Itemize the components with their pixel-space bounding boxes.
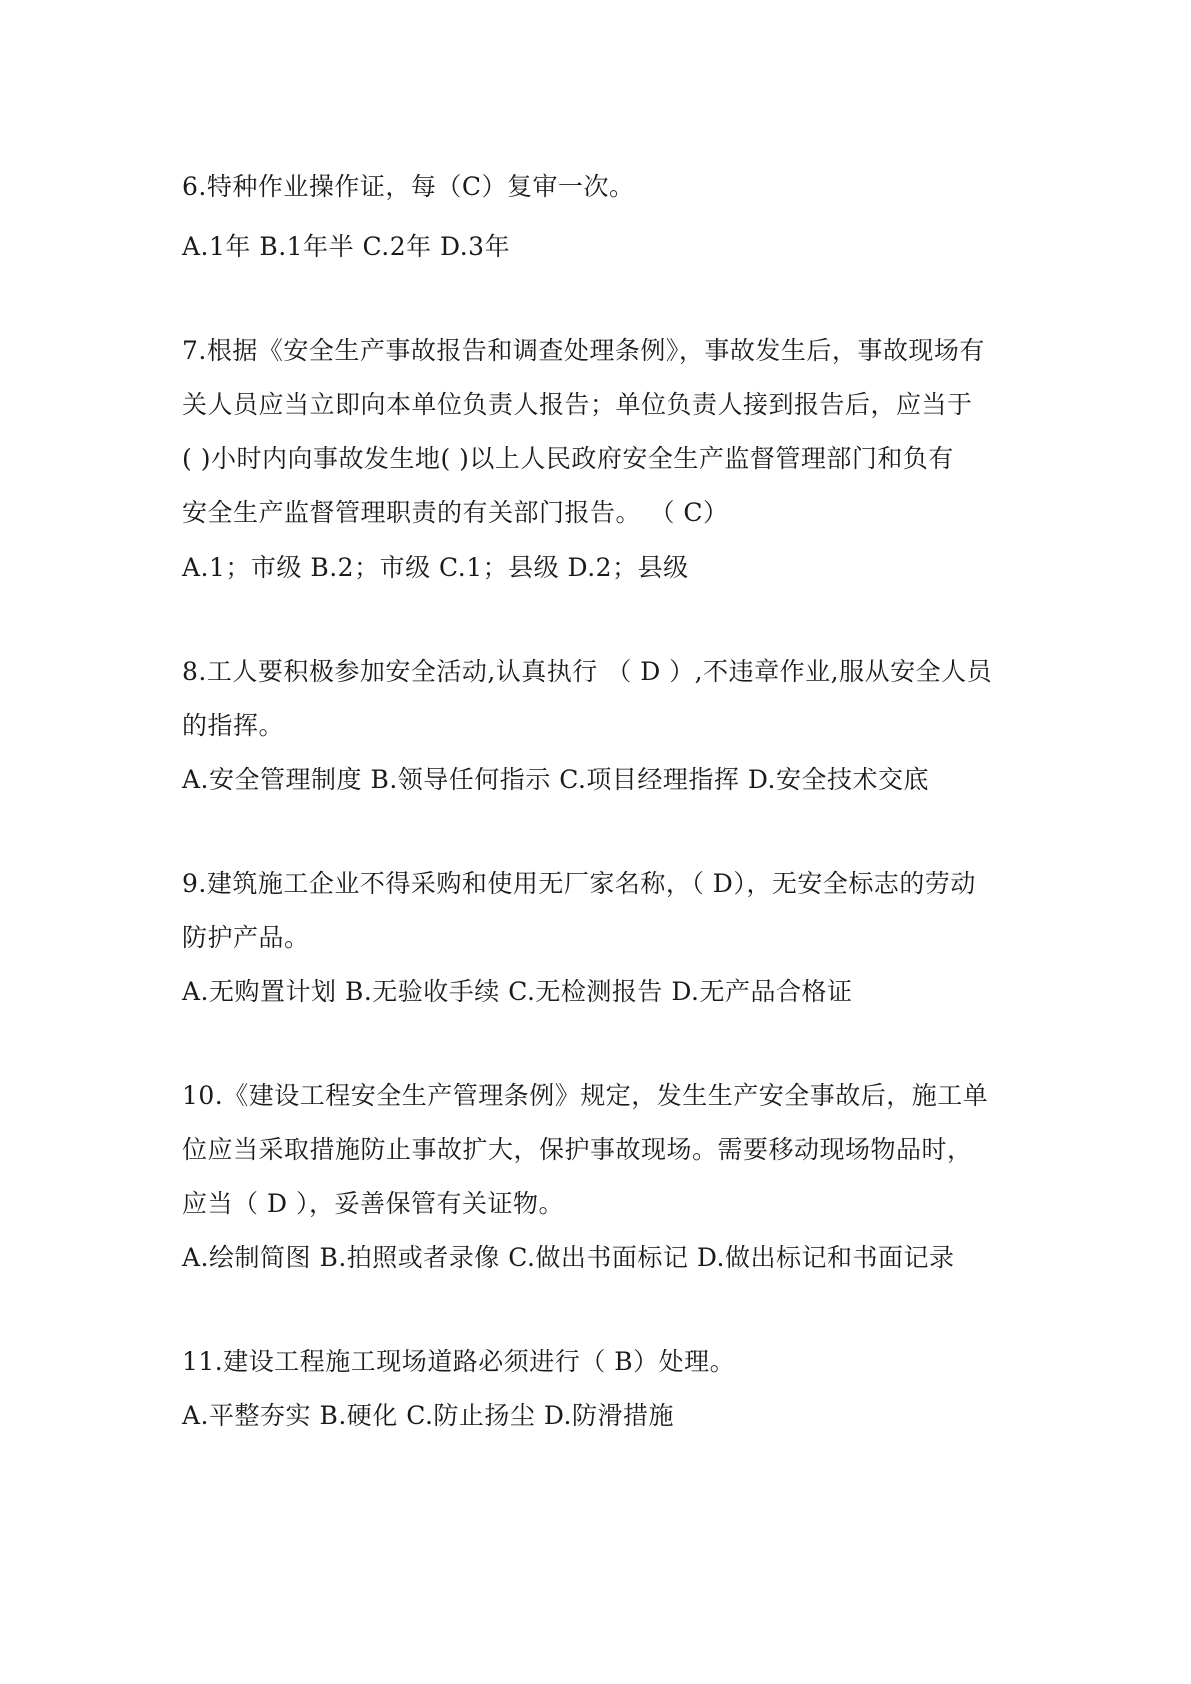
question-11-options: A.平整夯实 B.硬化 C.防止扬尘 D.防滑措施 (182, 1401, 674, 1430)
question-9-stem-line-2: 防护产品。 (182, 923, 310, 952)
question-7-stem-line-3: ( )小时内向事故发生地( )以上人民政府安全生产监督管理部门和负有 (182, 444, 954, 473)
question-9-stem-line-1: 9.建筑施工企业不得采购和使用无厂家名称，（ D），无安全标志的劳动 (182, 869, 976, 898)
question-10-stem-line-2: 位应当采取措施防止事故扩大，保护事故现场。需要移动现场物品时， (182, 1135, 973, 1164)
question-8-options: A.安全管理制度 B.领导任何指示 C.项目经理指挥 D.安全技术交底 (182, 765, 929, 794)
question-10-stem-line-3: 应当（ D ），妥善保管有关证物。 (182, 1189, 564, 1218)
question-6-options: A.1年 B.1年半 C.2年 D.3年 (182, 232, 511, 261)
question-10-stem-line-1: 10.《建设工程安全生产管理条例》规定，发生生产安全事故后，施工单 (182, 1081, 989, 1110)
question-10-options: A.绘制简图 B.拍照或者录像 C.做出书面标记 D.做出标记和书面记录 (182, 1243, 955, 1272)
question-8-stem-line-1: 8.工人要积极参加安全活动,认真执行 （ D ）,不违章作业,服从安全人员 (182, 657, 993, 686)
question-6-stem-line-1: 6.特种作业操作证，每（C）复审一次。 (182, 172, 635, 201)
question-11-stem-line-1: 11.建设工程施工现场道路必须进行（ B）处理。 (182, 1347, 736, 1376)
question-7-options: A.1；市级 B.2；市级 C.1；县级 D.2；县级 (182, 553, 689, 582)
question-8-stem-line-2: 的指挥。 (182, 711, 285, 740)
question-7-stem-line-4: 安全生产监督管理职责的有关部门报告。 （ C） (182, 498, 729, 527)
question-7-stem-line-1: 7.根据《安全生产事故报告和调查处理条例》，事故发生后，事故现场有 (182, 336, 985, 365)
question-7-stem-line-2: 关人员应当立即向本单位负责人报告；单位负责人接到报告后，应当于 (182, 390, 973, 419)
question-9-options: A.无购置计划 B.无验收手续 C.无检测报告 D.无产品合格证 (182, 977, 853, 1006)
